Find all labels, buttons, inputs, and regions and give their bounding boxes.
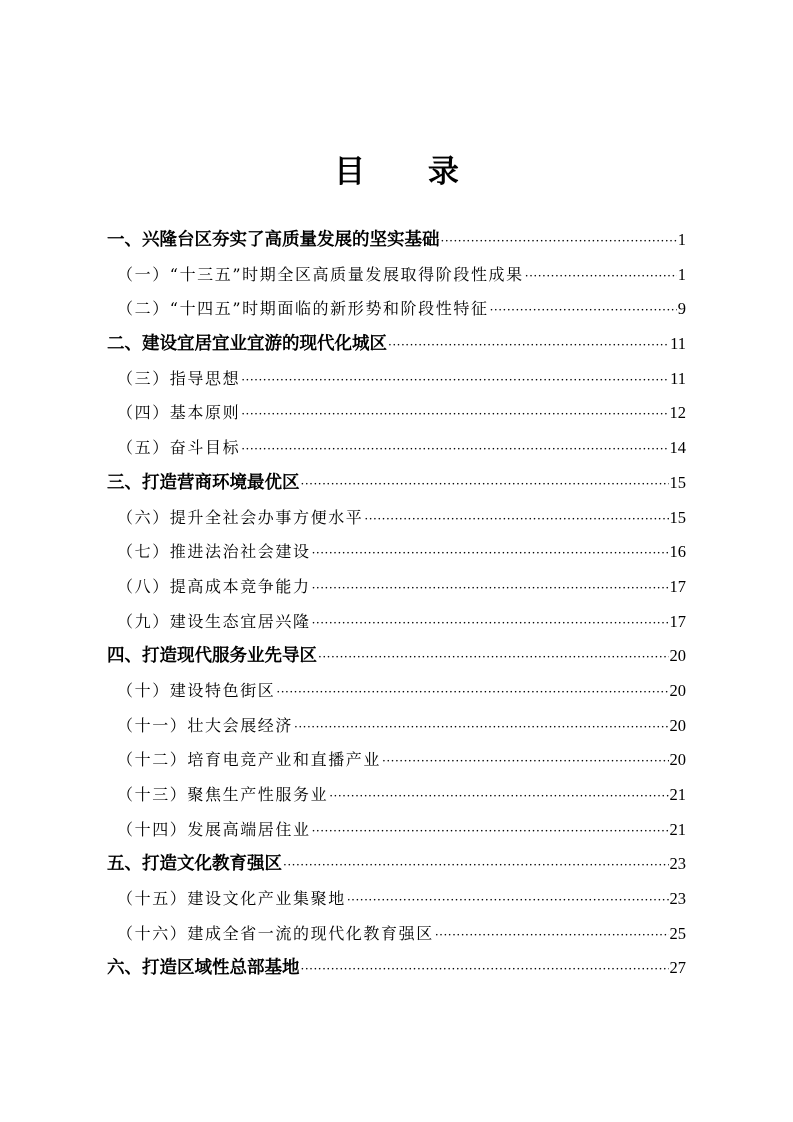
dot-leader: [364, 502, 668, 537]
dot-leader: [312, 606, 669, 641]
dot-leader: [441, 224, 677, 259]
dot-leader: [312, 571, 669, 606]
toc-entry[interactable]: [107, 223, 686, 258]
toc-entry-page: 27: [669, 958, 686, 978]
dot-leader: [312, 814, 669, 849]
dot-leader: [301, 467, 669, 502]
toc-entry[interactable]: [107, 882, 686, 917]
dot-leader: [301, 952, 669, 987]
toc-entry[interactable]: [107, 847, 686, 882]
dot-leader: [276, 675, 668, 710]
toc-entry[interactable]: [107, 605, 686, 640]
dot-leader: [241, 397, 668, 432]
toc-entry[interactable]: [107, 570, 686, 605]
toc-entry[interactable]: [107, 535, 686, 570]
toc-title: 目 录: [334, 154, 485, 190]
toc-entry-label: （二）“十四五”时期面临的新形势和阶段性特征: [117, 299, 489, 319]
toc-entry-label: 六、打造区域性总部基地: [107, 958, 300, 979]
dot-leader: [525, 259, 677, 294]
toc-entry-page: 1: [677, 264, 686, 284]
toc-entry-page: 1: [677, 230, 686, 249]
toc-entry[interactable]: [107, 362, 686, 397]
toc-entry-label: （十）建设特色街区: [117, 680, 276, 700]
toc-entry-page: 25: [669, 923, 686, 943]
toc-entry-label: 一、兴隆台区夯实了高质量发展的坚实基础: [107, 230, 440, 250]
toc-entry-label: （七）推进法治社会建设: [117, 542, 311, 562]
toc-entry-page: 20: [669, 646, 686, 666]
toc-entry-page: 16: [669, 542, 686, 562]
toc-entry-label: （十三）聚焦生产性服务业: [117, 785, 329, 804]
toc-entry-page: 21: [669, 819, 686, 839]
toc-entry-label: （一）“十三五”时期全区高质量发展取得阶段性成果: [117, 264, 524, 284]
dot-leader: [347, 883, 669, 918]
toc-entry-page: 20: [669, 680, 686, 700]
dot-leader: [435, 918, 669, 953]
toc-entry-label: （十一）壮大会展经济: [117, 715, 294, 735]
toc-entry-label: （十二）培育电竞产业和直播产业: [117, 750, 382, 770]
dot-leader: [490, 293, 677, 328]
toc-entry[interactable]: [107, 743, 686, 778]
dot-leader: [294, 710, 668, 745]
toc-entry-page: 15: [669, 507, 686, 527]
toc-entry[interactable]: [107, 258, 686, 293]
toc-entry[interactable]: [107, 639, 686, 674]
toc-entry-label: 二、建设宜居宜业宜游的现代化城区: [107, 334, 387, 355]
toc-entry[interactable]: [107, 951, 686, 986]
toc-entry[interactable]: [107, 396, 686, 431]
toc-entry-page: 20: [669, 715, 686, 735]
dot-leader: [312, 536, 669, 571]
dot-leader: [388, 328, 669, 363]
toc-entry-page: 11: [670, 368, 686, 388]
dot-leader: [329, 779, 668, 814]
toc-entry-label: 五、打造文化教育强区: [107, 854, 282, 875]
toc-entry-label: （四）基本原则: [117, 403, 241, 423]
toc-entry[interactable]: [107, 778, 686, 813]
toc-entry-page: 23: [669, 889, 686, 909]
toc-entry[interactable]: [107, 501, 686, 536]
toc-entry-page: 21: [669, 785, 686, 804]
toc-entry-label: （八）提高成本竞争能力: [117, 576, 311, 596]
toc-entry-page: 15: [669, 472, 686, 492]
toc-entry-label: （三）指导思想: [117, 368, 241, 388]
toc-entry-page: 12: [669, 403, 686, 423]
dot-leader: [382, 744, 668, 779]
toc-entry-page: 23: [669, 854, 686, 874]
table-of-contents: [107, 223, 686, 986]
toc-entry[interactable]: [107, 431, 686, 466]
toc-entry-label: （六）提升全社会办事方便水平: [117, 507, 364, 527]
toc-entry[interactable]: [107, 466, 686, 501]
toc-entry-page: 14: [669, 438, 686, 458]
toc-entry[interactable]: [107, 709, 686, 744]
dot-leader: [283, 848, 669, 883]
toc-entry-label: （九）建设生态宜居兴隆: [117, 611, 311, 631]
dot-leader: [318, 640, 669, 675]
toc-entry-label: （十五）建设文化产业集聚地: [117, 889, 346, 909]
toc-entry[interactable]: [107, 292, 686, 327]
dot-leader: [241, 363, 669, 398]
toc-entry-page: 20: [669, 750, 686, 770]
toc-entry-page: 9: [677, 299, 686, 319]
toc-entry[interactable]: [107, 917, 686, 952]
toc-entry-label: （五）奋斗目标: [117, 438, 241, 458]
dot-leader: [241, 432, 668, 467]
toc-entry-page: 11: [670, 334, 686, 354]
toc-entry-label: （十四）发展高端居住业: [117, 819, 311, 839]
toc-entry[interactable]: [107, 327, 686, 362]
toc-entry[interactable]: [107, 813, 686, 848]
toc-entry-label: 三、打造营商环境最优区: [107, 472, 300, 493]
toc-entry[interactable]: [107, 674, 686, 709]
toc-entry-label: （十六）建成全省一流的现代化教育强区: [117, 923, 434, 943]
toc-entry-page: 17: [669, 576, 686, 596]
toc-entry-label: 四、打造现代服务业先导区: [107, 646, 317, 667]
toc-entry-page: 17: [669, 611, 686, 631]
